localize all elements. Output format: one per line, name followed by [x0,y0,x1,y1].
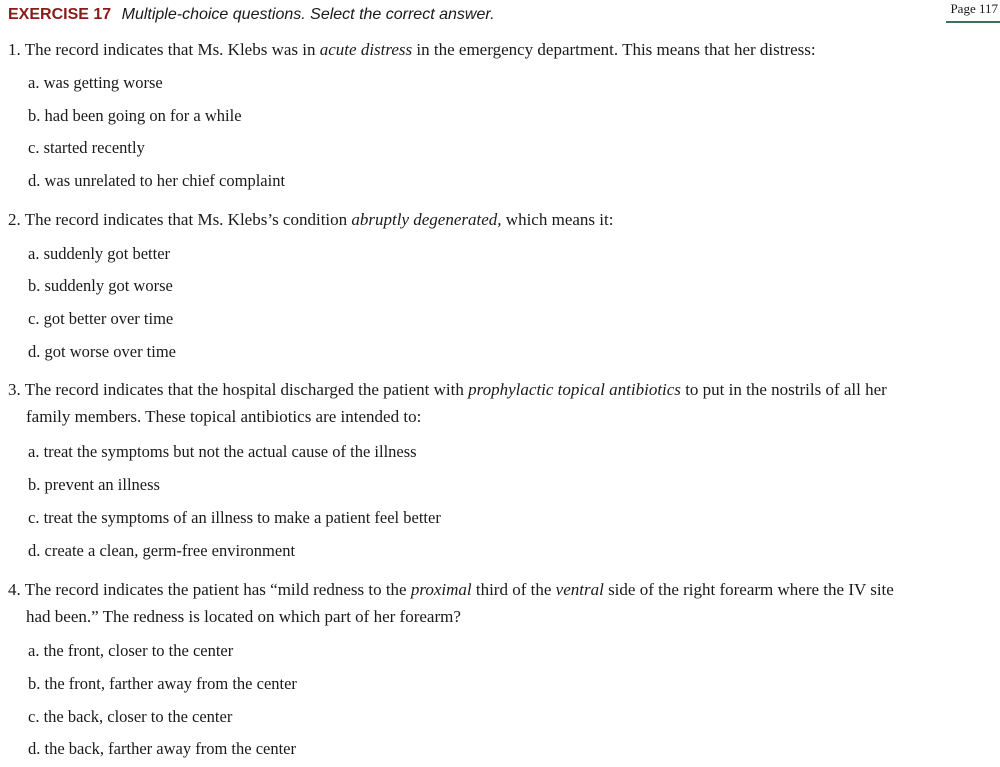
option-3a[interactable]: a. treat the symptoms but not the actual cause of the illness [28,442,417,461]
option-4a[interactable]: a. the front, closer to the center [28,641,234,660]
option-3b[interactable]: b. prevent an illness [28,475,160,494]
option-2d[interactable]: d. got worse over time [28,342,177,361]
question-text: 4. The record indicates the patient has “mild redness to the [8,580,411,599]
option-4d[interactable]: d. the back, farther away from the center [28,739,296,758]
exercise-instructions: Multiple-choice questions. Select the correct answer. [121,6,495,23]
option-2c[interactable]: c. got better over time [28,309,174,328]
question-text: 2. The record indicates that Ms. Klebs’s condition [8,210,352,229]
option-3c[interactable]: c. treat the symptoms of an illness to make a patient feel better [28,508,441,527]
question-text: 3. The record indicates that the hospital discharged the patient with [8,380,469,399]
option-1c[interactable]: c. started recently [28,138,145,157]
option-4b[interactable]: b. the front, farther away from the center [28,674,297,693]
question-text: third of the [471,580,556,599]
option-1a[interactable]: a. was getting worse [28,73,163,92]
question-text: in the emergency department. This means that her distress: [412,40,816,59]
question-2 [8,206,993,233]
option-4c[interactable]: c. the back, closer to the center [28,707,233,726]
question-text: which means it: [501,210,614,229]
question-emphasis: ventral [555,580,604,599]
question-text-continued: family members. These topical antibiotics are intended to: [26,407,422,426]
option-1b[interactable]: b. had been going on for a while [28,106,242,125]
option-3d[interactable]: d. create a clean, germ-free environment [28,541,296,560]
question-emphasis: acute distress [319,40,413,59]
question-emphasis: prophylactic topical antibiotics [468,380,681,399]
exercise-label: EXERCISE 17 [8,6,112,23]
question-text: to put in the nostrils of all her [680,380,887,399]
option-2a[interactable]: a. suddenly got better [28,244,171,263]
question-text-continued: had been.” The redness is located on which part of her forearm? [26,607,461,626]
question-emphasis: abruptly degenerated, [351,210,502,229]
option-1d[interactable]: d. was unrelated to her chief complaint [28,171,286,190]
option-2b[interactable]: b. suddenly got worse [28,276,173,295]
exercise-header [8,6,495,24]
question-1 [8,36,993,63]
page-number: Page 117 [946,1,1000,23]
question-text: side of the right forearm where the IV site [603,580,894,599]
question-emphasis: proximal [410,580,472,599]
question-3 [8,376,993,430]
question-4 [8,576,993,630]
question-text: 1. The record indicates that Ms. Klebs was in [8,40,320,59]
